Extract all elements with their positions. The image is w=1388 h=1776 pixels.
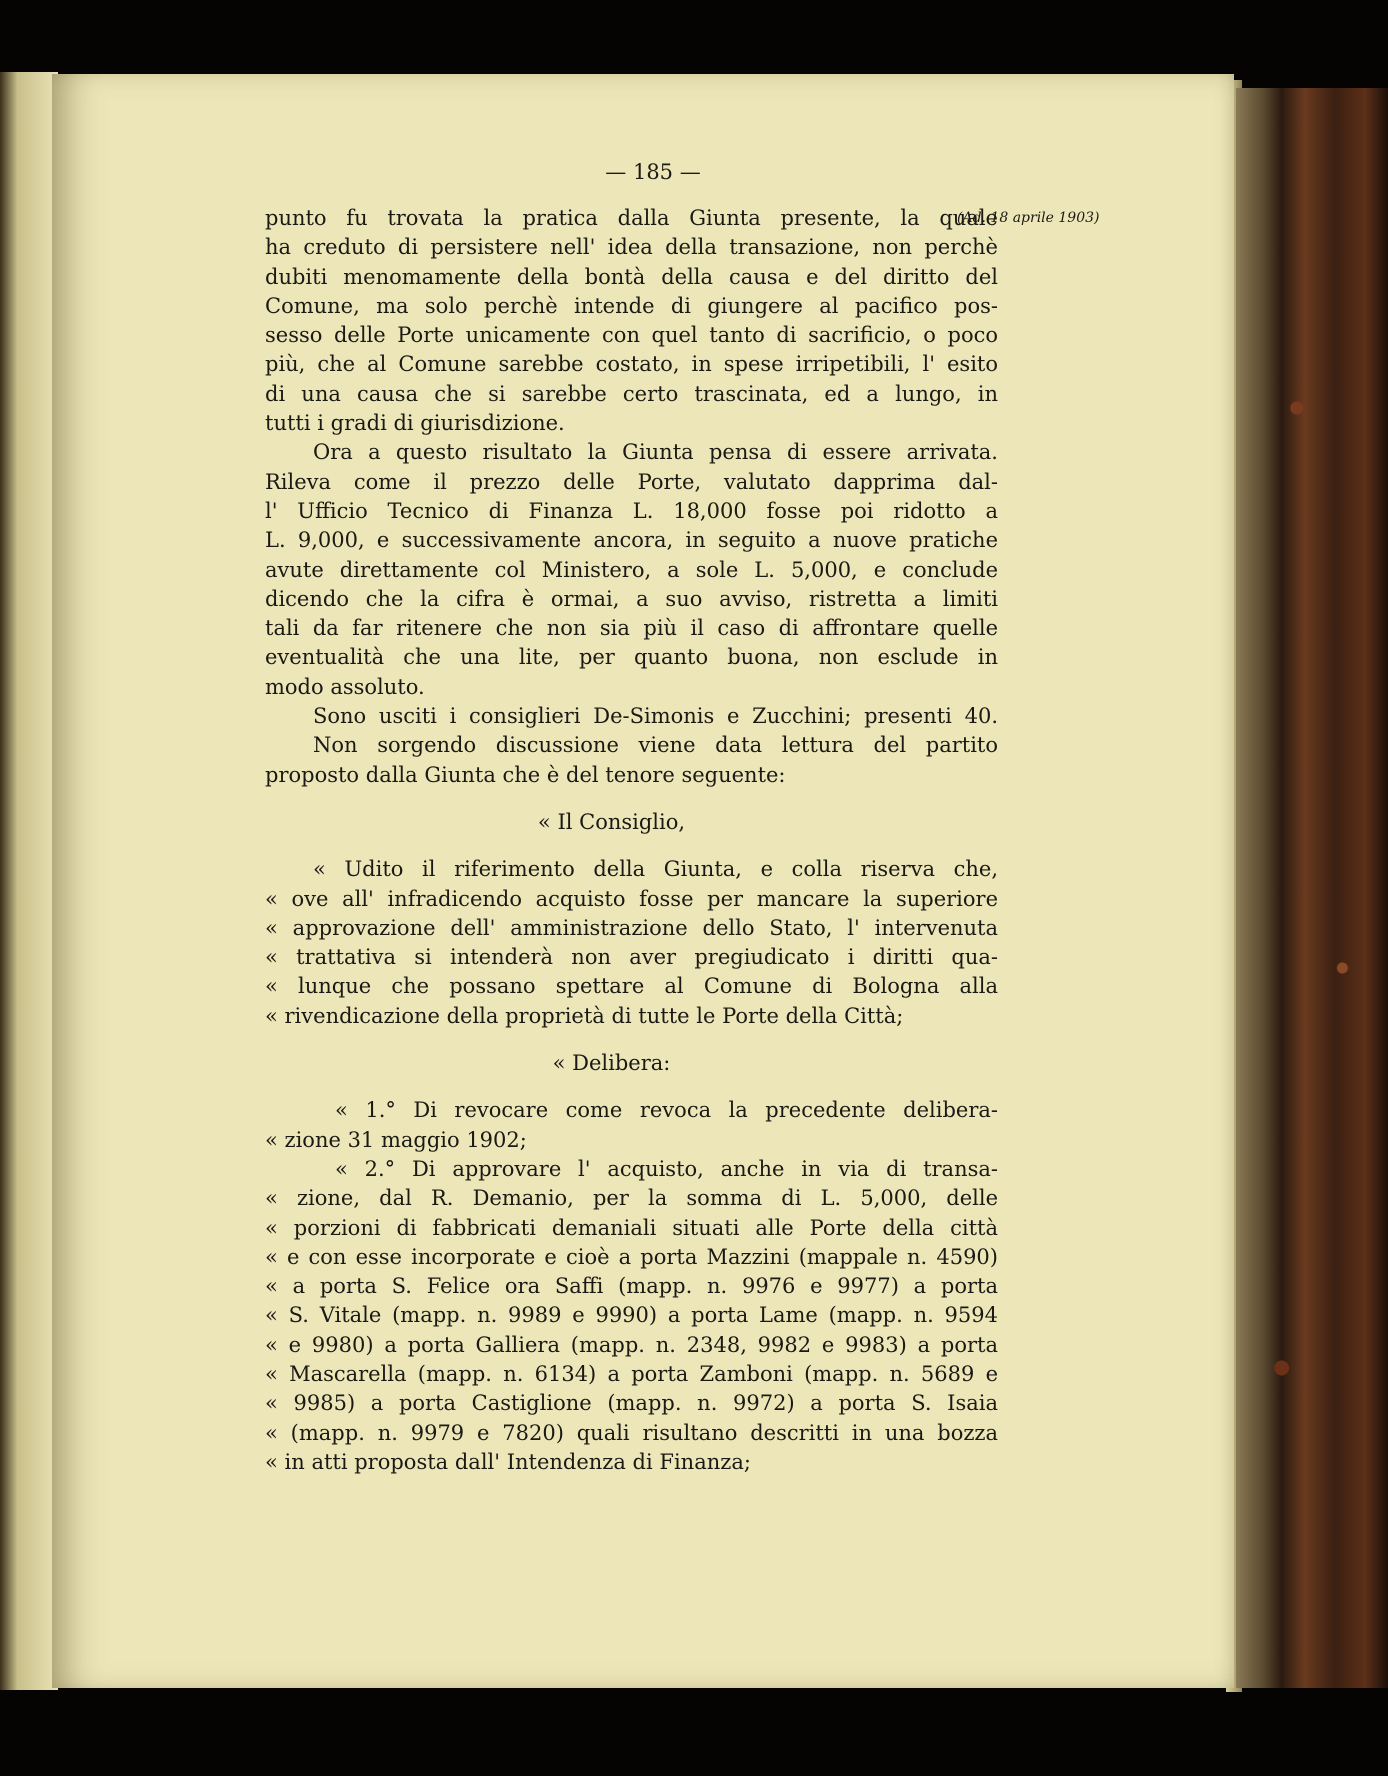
text-line: sesso delle Porte unicamente con quel tanto di sacrificio, o poco [265, 323, 998, 348]
text-line: L. 9,000, e successivamente ancora, in seguito a nuove pratiche [265, 528, 998, 553]
margin-note-date: (Ad. 18 aprile 1903) [957, 210, 1100, 226]
resolution-item-2: « S. Vitale (mapp. n. 9989 e 9990) a porta Lame (mapp. n. 9594 [265, 1303, 998, 1328]
resolution-item-2: « e con esse incorporate e cioè a porta Mazzini (mappale n. 4590) [265, 1244, 998, 1269]
text-line: eventualità che una lite, per quanto buona, non esclude in [265, 645, 998, 670]
text-line: ha creduto di persistere nell' idea della transazione, non perchè [265, 235, 998, 260]
text-line: Non sorgendo discussione viene data lettura del partito [313, 733, 998, 758]
resolution-line: « approvazione dell' amministrazione dello Stato, l' intervenuta [265, 915, 998, 940]
text-line: Ora a questo risultato la Giunta pensa di essere arrivata. [313, 440, 998, 465]
resolution-item-2: « in atti proposta dall' Intendenza di Finanza; [265, 1449, 751, 1474]
resolution-item-2: « zione, dal R. Demanio, per la somma di L. 5,000, delle [265, 1186, 998, 1211]
text-line: proposto dalla Giunta che è del tenore seguente: [265, 762, 786, 787]
text-line: Rileva come il prezzo delle Porte, valutato dapprima dal- [265, 469, 998, 494]
page-number: — 185 — [605, 160, 701, 184]
text-line: Sono usciti i consiglieri De-Simonis e Zucchini; presenti 40. [313, 704, 998, 729]
heading-delibera: « Delibera: [552, 1051, 671, 1076]
resolution-item-2: « a porta S. Felice ora Saffi (mapp. n. 9976 e 9977) a porta [265, 1274, 998, 1299]
resolution-line: « Udito il riferimento della Giunta, e colla riserva che, [313, 857, 998, 882]
resolution-line: « rivendicazione della proprietà di tutte le Porte della Città; [265, 1003, 904, 1028]
text-line: di una causa che si sarebbe certo trascinata, ed a lungo, in [265, 381, 998, 406]
text-line: avute direttamente col Ministero, a sole L. 5,000, e conclude [265, 557, 998, 582]
text-line: dicendo che la cifra è ormai, a suo avviso, ristretta a limiti [265, 586, 998, 611]
book-spine-left [0, 72, 58, 1690]
resolution-item-2: « 9985) a porta Castiglione (mapp. n. 9972) a porta S. Isaia [265, 1391, 998, 1416]
resolution-line: « ove all' infradicendo acquisto fosse per mancare la superiore [265, 886, 998, 911]
resolution-item-1: « zione 31 maggio 1902; [265, 1127, 527, 1152]
resolution-line: « lunque che possano spettare al Comune di Bologna alla [265, 974, 998, 999]
book-page [52, 74, 1234, 1688]
text-line: modo assoluto. [265, 674, 425, 699]
text-line: tutti i gradi di giurisdizione. [265, 411, 565, 436]
resolution-item-2: « e 9980) a porta Galliera (mapp. n. 2348, 9982 e 9983) a porta [265, 1332, 998, 1357]
resolution-item-2: « (mapp. n. 9979 e 7820) quali risultano descritti in una bozza [265, 1420, 998, 1445]
heading-consiglio: « Il Consiglio, [537, 809, 686, 834]
text-line: Comune, ma solo perchè intende di giungere al pacifico pos- [265, 293, 998, 318]
page-body [265, 204, 998, 1477]
resolution-item-2: « 2.° Di approvare l' acquisto, anche in via di transa- [335, 1156, 998, 1181]
resolution-item-1: « 1.° Di revocare come revoca la precedente delibera- [335, 1098, 998, 1123]
text-line: l' Ufficio Tecnico di Finanza L. 18,000 fosse poi ridotto a [265, 498, 998, 523]
text-line: dubiti menomamente della bontà della causa e del diritto del [265, 264, 998, 289]
text-line: più, che al Comune sarebbe costato, in spese irripetibili, l' esito [265, 352, 998, 377]
resolution-item-2: « porzioni di fabbricati demaniali situati alle Porte della città [265, 1215, 998, 1240]
resolution-item-2: « Mascarella (mapp. n. 6134) a porta Zamboni (mapp. n. 5689 e [265, 1361, 998, 1386]
resolution-line: « trattativa si intenderà non aver pregiudicato i diritti qua- [265, 945, 998, 970]
text-line: punto fu trovata la pratica dalla Giunta presente, la quale [265, 206, 998, 230]
book-cover-edge [1236, 88, 1388, 1688]
text-line: tali da far ritenere che non sia più il caso di affrontare quelle [265, 616, 998, 641]
